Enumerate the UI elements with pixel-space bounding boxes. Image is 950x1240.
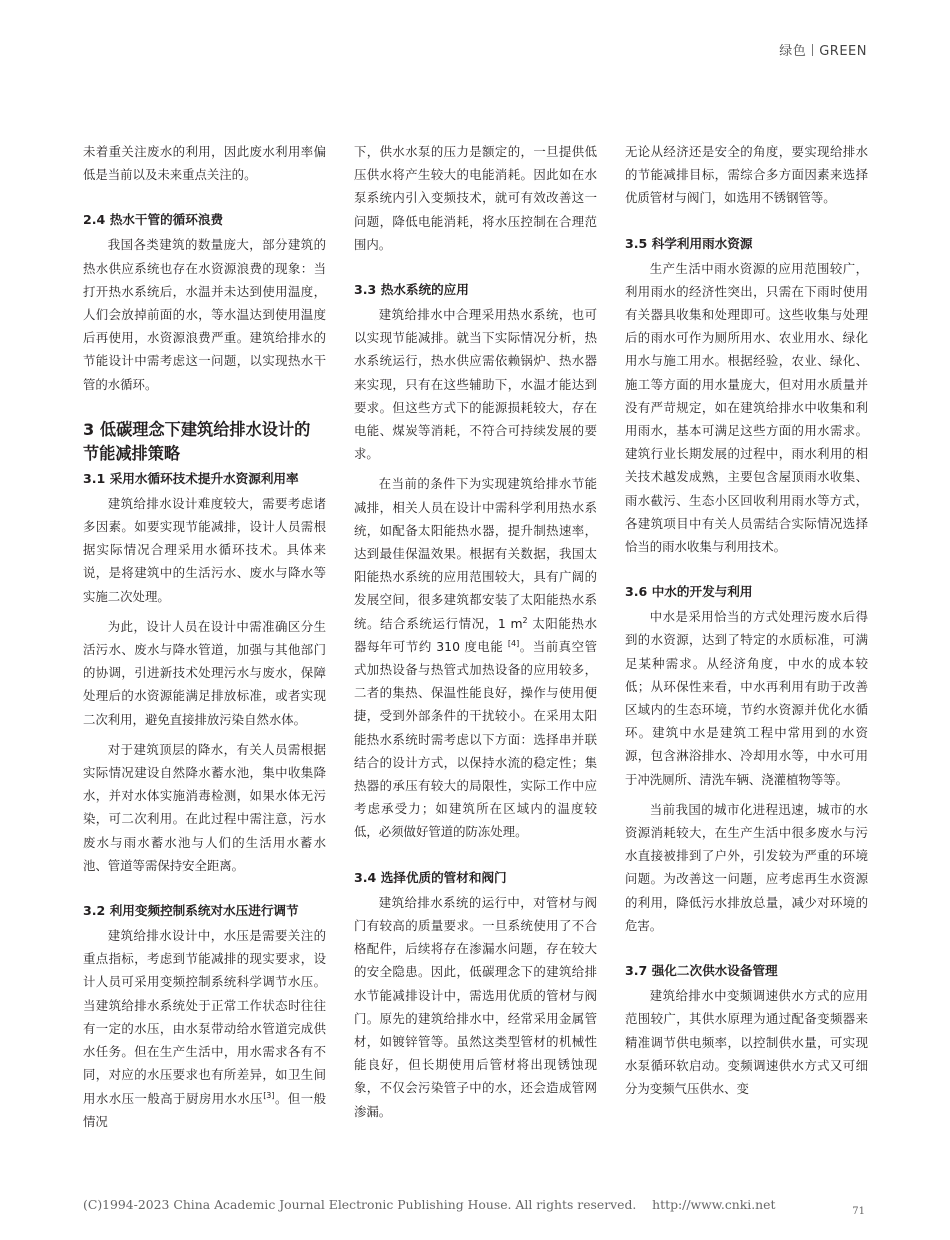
superscript: 2	[522, 615, 528, 625]
section-heading-2-4: 2.4 热水干管的循环浪费	[83, 212, 224, 228]
copyright-footer	[83, 1197, 775, 1212]
paragraph	[354, 472, 597, 843]
section-heading-3-1: 3.1 采用水循环技术提升水资源利用率	[83, 470, 299, 486]
paragraph: 无论从经济还是安全的角度，要实现给排水的节能减排目标，需综合多方面因素来选择优质管材与阀门，如选用不锈钢管等。	[625, 144, 868, 206]
paragraph-text: 建筑给排水设计中，水压是需要关注的重点指标，考虑到节能减排的现实要求，设计人员可采用变频控制系统科学调节水压。当建筑给排水系统处于正常工作状态时往往有一定的水压，由水泵带动给水管道完成供水任务。但在生产生活中，用水需求各有不同，对应的水压要求也有所差异，如卫生间用水水压一般高于厨房用水水压	[83, 928, 326, 1106]
paragraph: 未着重关注废水的利用，因此废水利用率偏低是当前以及未来重点关注的。	[83, 144, 326, 183]
paragraph: 建筑给排水中合理采用热水系统，也可以实现节能减排。就当下实际情况分析，热水系统运行，热水供应需依赖锅炉、热水器来实现，只有在这些辅助下，水温才能达到要求。但这些方式下的能源损耗较大，存在电能、煤炭等消耗，不符合可持续发展的要求。	[354, 307, 597, 462]
page-number: 71	[852, 1206, 865, 1217]
column-left	[83, 140, 326, 1133]
paragraph-text: 。但一般情况	[83, 1090, 327, 1129]
paragraph: 为此，设计人员在设计中需准确区分生活污水、废水与降水管道，加强与其他部门的协调，引进新技术处理污水与废水，保障处理后的水资源能满足排放标准，或者实现二次利用，避免直接排放污染自然水体。	[83, 618, 326, 727]
paragraph: 中水是采用恰当的方式处理污废水后得到的水资源，达到了特定的水质标准，可满足某种需求。从经济角度，中水的成本较低；从环保性来看，中水再利用有助于改善区域内的生态环境，节约水资源并优化水循环。建筑中水是建筑工程中常用到的水资源，包含淋浴排水、冷却用水等，中水可用于冲洗厕所、清洗车辆、浇灌植物等等。	[625, 609, 868, 787]
paragraph-text: 。当前真空管式加热设备与热管式加热设备的应用较多，二者的集热、保温性能良好，操作与使用便捷，受到外部条件的干扰较小。在采用太阳能热水系统时需考虑以下方面：选择串并联结合的设计方式，以保持水流的稳定性；集热器的承压有较大的局限性，实际工作中应考虑承受力；如建筑所在区域内的温度较低，必须做好管道的防冻处理。	[354, 638, 598, 840]
section-heading-3-6: 3.6 中水的开发与利用	[625, 584, 753, 600]
paragraph-text: 在当前的条件下为实现建筑给排水节能减排，相关人员在设计中需科学利用热水系统，如配备太阳能热水器，提升制热速率，达到最佳保温效果。根据有关数据，我国太阳能热水系统的应用范围较大，具有广阔的发展空间，很多建筑都安装了太阳能热水系统。结合系统运行情况，1 m	[354, 476, 597, 631]
section-heading-3-3: 3.3 热水系统的应用	[354, 282, 469, 298]
section-heading-3-4: 3.4 选择优质的管材和阀门	[354, 869, 507, 885]
column-right	[625, 140, 868, 1100]
paragraph-text: 太阳能热水器每年可节约 310 度电能	[354, 615, 597, 654]
paragraph: 建筑给排水中变频调速供水方式的应用范围较广，其供水原理为通过配备变频器来精准调节供电频率，以控制供水量，可实现水泵循环软启动。变频调速供水方式又可细分为变频气压供水、变	[625, 988, 868, 1096]
header-section-en: GREEN	[819, 44, 867, 59]
header-section-cn: 绿色	[779, 44, 807, 59]
column-middle	[354, 140, 597, 1123]
paragraph: 建筑给排水设计难度较大，需要考虑诸多因素。如要实现节能减排，设计人员需根据实际情况合理采用水循环技术。具体来说，是将建筑中的生活污水、废水与降水等实施二次处理。	[83, 495, 326, 604]
paragraph	[83, 924, 326, 1133]
citation-ref: [3]	[263, 1090, 275, 1100]
section-heading-3: 3 低碳理念下建筑给排水设计的节能减排策略	[83, 419, 311, 463]
section-heading-3-5: 3.5 科学利用雨水资源	[625, 235, 753, 251]
section-heading-3-2: 3.2 利用变频控制系统对水压进行调节	[83, 903, 299, 919]
running-header	[779, 40, 867, 59]
header-divider	[812, 44, 813, 56]
paragraph: 下，供水水泵的压力是额定的，一旦提供低压供水将产生较大的电能消耗。因此如在水泵系统内引入变频技术，就可有效改善这一问题，降低电能消耗，将水压控制在合理范围内。	[354, 144, 597, 252]
paragraph: 当前我国的城市化进程迅速，城市的水资源消耗较大，在生产生活中很多废水与污水直接被排到了户外，引发较为严重的环境问题。为改善这一问题，应考虑再生水资源的利用，降低污水排放总量，减少对环境的危害。	[625, 801, 868, 933]
paragraph: 对于建筑顶层的降水，有关人员需根据实际情况建设自然降水蓄水池，集中收集降水，并对水体实施消毒检测，如果水体无污染，可二次利用。在此过程中需注意，污水废水与雨水蓄水池与人们的生活用水蓄水池、管道等需保持安全距离。	[83, 741, 326, 873]
paragraph: 生产生活中雨水资源的应用范围较广，利用雨水的经济性突出，只需在下雨时使用有关器具收集和处理即可。这些收集与处理后的雨水可作为厕所用水、农业用水、绿化用水与施工用水。根据经验，农业、绿化、施工等方面的用水量庞大，但对用水质量并没有严苛规定，如在建筑给排水中收集和利用雨水，基本可满足这些方面的用水需求。建筑行业长期发展的过程中，雨水利用的相关技术越发成熟，主要包含屋顶雨水收集、雨水截污、生态小区回收利用雨水等方式，各建筑项目中有关人员需结合实际情况选择恰当的雨水收集与利用技术。	[625, 260, 868, 555]
paragraph: 我国各类建筑的数量庞大，部分建筑的热水供应系统也存在水资源浪费的现象：当打开热水系统后，水温并未达到使用温度，人们会放掉前面的水，等水温达到使用温度后再使用，水资源浪费严重。建筑给排水的节能设计中需考虑这一问题，以实现热水干管的水循环。	[83, 237, 326, 392]
section-heading-3-7: 3.7 强化二次供水设备管理	[625, 963, 778, 979]
paragraph: 建筑给排水系统的运行中，对管材与阀门有较高的质量要求。一旦系统使用了不合格配件，后续将存在渗漏水问题，存在较大的安全隐患。因此，低碳理念下的建筑给排水节能减排设计中，需选用优质的管材与阀门。原先的建筑给排水中，经常采用金属管材，如镀锌管等。虽然这类型管材的机械性能良好，但长期使用后管材将出现锈蚀现象，不仅会污染管子中的水，还会造成管网渗漏。	[354, 894, 597, 1119]
footer-url: http://www.cnki.net	[652, 1197, 776, 1212]
copyright-text: (C)1994-2023 China Academic Journal Electronic Publishing House. All rights reserved.	[83, 1197, 637, 1212]
citation-ref: [4]	[507, 638, 520, 648]
